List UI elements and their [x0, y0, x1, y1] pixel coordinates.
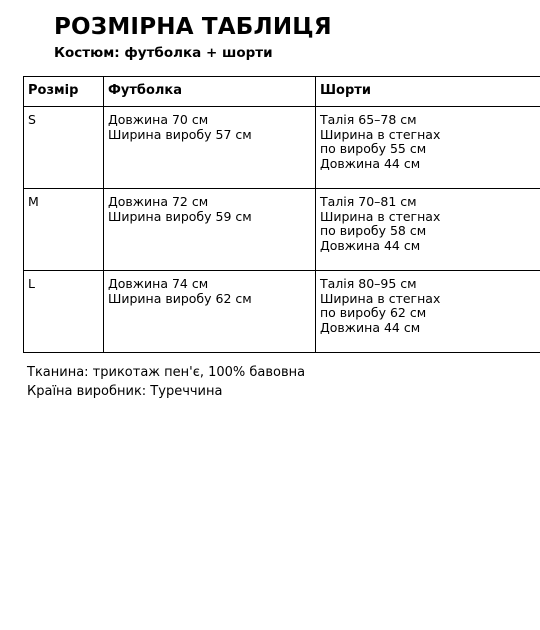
shorts-hip-value: по виробу 58 см	[320, 223, 427, 238]
shorts-waist: Талія 80–95 см	[320, 276, 417, 291]
fabric-note: Тканина: трикотаж пен'є, 100% бавовна	[27, 365, 306, 380]
size-table	[23, 76, 540, 353]
shorts-length: Довжина 44 см	[320, 155, 421, 171]
tshirt-cell	[104, 189, 316, 271]
shorts-length: Довжина 44 см	[320, 237, 421, 253]
size-cell: L	[24, 271, 104, 353]
tshirt-cell	[104, 107, 316, 189]
column-header-tshirt: Футболка	[104, 77, 316, 107]
page-title: РОЗМІРНА ТАБЛИЦЯ	[54, 14, 332, 40]
table-row	[24, 107, 540, 189]
shorts-cell	[316, 271, 540, 353]
product-notes	[27, 364, 305, 401]
product-subtitle: Костюм: футболка + шорти	[54, 45, 273, 61]
shorts-waist: Талія 70–81 см	[320, 194, 417, 209]
shorts-hip-label: Ширина в стегнах	[320, 290, 441, 306]
tshirt-width: Ширина виробу 59 см	[108, 208, 252, 224]
table-row	[24, 271, 540, 353]
shorts-hip-value: по виробу 62 см	[320, 305, 427, 320]
shorts-hip-label: Ширина в стегнах	[320, 208, 441, 224]
size-cell: M	[24, 189, 104, 271]
table-header-row	[24, 77, 540, 107]
tshirt-width: Ширина виробу 57 см	[108, 126, 252, 142]
table-row	[24, 189, 540, 271]
column-header-shorts: Шорти	[316, 77, 540, 107]
shorts-waist: Талія 65–78 см	[320, 112, 417, 127]
size-cell: S	[24, 107, 104, 189]
shorts-length: Довжина 44 см	[320, 319, 421, 335]
tshirt-width: Ширина виробу 62 см	[108, 290, 252, 306]
shorts-cell	[316, 107, 540, 189]
tshirt-length: Довжина 72 см	[108, 194, 209, 209]
country-note: Країна виробник: Туреччина	[27, 383, 223, 399]
shorts-hip-label: Ширина в стегнах	[320, 126, 441, 142]
tshirt-cell	[104, 271, 316, 353]
tshirt-length: Довжина 70 см	[108, 112, 209, 127]
shorts-hip-value: по виробу 55 см	[320, 141, 427, 156]
shorts-cell	[316, 189, 540, 271]
tshirt-length: Довжина 74 см	[108, 276, 209, 291]
column-header-size: Розмір	[24, 77, 104, 107]
